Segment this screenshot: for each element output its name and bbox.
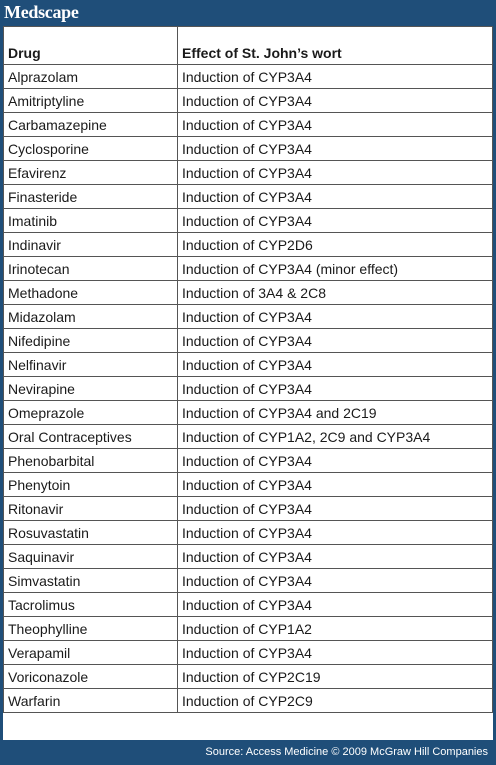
table-row — [4, 497, 493, 521]
table-row — [4, 89, 493, 113]
table-row — [4, 305, 493, 329]
effect-cell: Induction of CYP3A4 — [178, 353, 493, 377]
effect-cell: Induction of CYP2C9 — [178, 689, 493, 713]
table-row — [4, 65, 493, 89]
table-row — [4, 473, 493, 497]
source-credit: Source: Access Medicine © 2009 McGraw Hill Companies — [205, 746, 488, 758]
effect-cell: Induction of CYP3A4 — [178, 641, 493, 665]
table-body — [4, 65, 493, 713]
effect-cell: Induction of CYP3A4 — [178, 329, 493, 353]
drug-cell: Nelfinavir — [4, 353, 178, 377]
drug-cell: Saquinavir — [4, 545, 178, 569]
table-row — [4, 545, 493, 569]
effect-cell: Induction of CYP3A4 — [178, 185, 493, 209]
effect-cell: Induction of CYP1A2 — [178, 617, 493, 641]
table-row — [4, 665, 493, 689]
effect-cell: Induction of CYP3A4 and 2C19 — [178, 401, 493, 425]
effect-cell: Induction of CYP3A4 — [178, 137, 493, 161]
drug-cell: Theophylline — [4, 617, 178, 641]
footer-bar — [0, 741, 496, 765]
table-container — [3, 26, 493, 740]
effect-cell: Induction of CYP3A4 — [178, 89, 493, 113]
drug-cell: Carbamazepine — [4, 113, 178, 137]
drug-cell: Imatinib — [4, 209, 178, 233]
drug-cell: Cyclosporine — [4, 137, 178, 161]
effect-cell: Induction of CYP3A4 — [178, 593, 493, 617]
drug-cell: Oral Contraceptives — [4, 425, 178, 449]
table-row — [4, 425, 493, 449]
drug-cell: Voriconazole — [4, 665, 178, 689]
effect-cell: Induction of CYP3A4 — [178, 473, 493, 497]
drug-cell: Verapamil — [4, 641, 178, 665]
table-row — [4, 281, 493, 305]
effect-cell: Induction of CYP3A4 — [178, 113, 493, 137]
table-row — [4, 401, 493, 425]
table-row — [4, 257, 493, 281]
effect-cell: Induction of CYP3A4 — [178, 377, 493, 401]
table-row — [4, 641, 493, 665]
drug-cell: Finasteride — [4, 185, 178, 209]
table-row — [4, 233, 493, 257]
effect-cell: Induction of CYP3A4 — [178, 449, 493, 473]
drug-cell: Omeprazole — [4, 401, 178, 425]
drug-cell: Simvastatin — [4, 569, 178, 593]
table-row — [4, 185, 493, 209]
column-header-drug: Drug — [4, 27, 178, 65]
table-row — [4, 209, 493, 233]
table-row — [4, 569, 493, 593]
drug-cell: Nevirapine — [4, 377, 178, 401]
drug-cell: Irinotecan — [4, 257, 178, 281]
table-row — [4, 689, 493, 713]
effect-cell: Induction of CYP3A4 — [178, 209, 493, 233]
drug-cell: Phenytoin — [4, 473, 178, 497]
medscape-logo: Medscape — [4, 2, 79, 22]
drug-interaction-table — [3, 26, 493, 713]
table-row — [4, 617, 493, 641]
table-row — [4, 161, 493, 185]
drug-cell: Tacrolimus — [4, 593, 178, 617]
table-row — [4, 521, 493, 545]
drug-cell: Midazolam — [4, 305, 178, 329]
effect-cell: Induction of CYP3A4 — [178, 305, 493, 329]
drug-cell: Warfarin — [4, 689, 178, 713]
drug-cell: Indinavir — [4, 233, 178, 257]
table-row — [4, 137, 493, 161]
effect-cell: Induction of CYP2D6 — [178, 233, 493, 257]
effect-cell: Induction of CYP3A4 — [178, 521, 493, 545]
drug-cell: Rosuvastatin — [4, 521, 178, 545]
drug-cell: Methadone — [4, 281, 178, 305]
effect-cell: Induction of CYP3A4 — [178, 497, 493, 521]
drug-cell: Ritonavir — [4, 497, 178, 521]
header-bar — [0, 0, 496, 25]
effect-cell: Induction of CYP3A4 — [178, 545, 493, 569]
table-row — [4, 353, 493, 377]
effect-cell: Induction of CYP3A4 — [178, 569, 493, 593]
effect-cell: Induction of CYP1A2, 2C9 and CYP3A4 — [178, 425, 493, 449]
drug-cell: Amitriptyline — [4, 89, 178, 113]
effect-cell: Induction of 3A4 & 2C8 — [178, 281, 493, 305]
effect-cell: Induction of CYP2C19 — [178, 665, 493, 689]
effect-cell: Induction of CYP3A4 — [178, 161, 493, 185]
drug-cell: Efavirenz — [4, 161, 178, 185]
table-header-row — [4, 27, 493, 65]
table-row — [4, 593, 493, 617]
effect-cell: Induction of CYP3A4 — [178, 65, 493, 89]
drug-cell: Nifedipine — [4, 329, 178, 353]
table-row — [4, 329, 493, 353]
effect-cell: Induction of CYP3A4 (minor effect) — [178, 257, 493, 281]
table-row — [4, 113, 493, 137]
table-row — [4, 377, 493, 401]
column-header-effect: Effect of St. John’s wort — [178, 27, 493, 65]
drug-cell: Alprazolam — [4, 65, 178, 89]
drug-cell: Phenobarbital — [4, 449, 178, 473]
table-row — [4, 449, 493, 473]
